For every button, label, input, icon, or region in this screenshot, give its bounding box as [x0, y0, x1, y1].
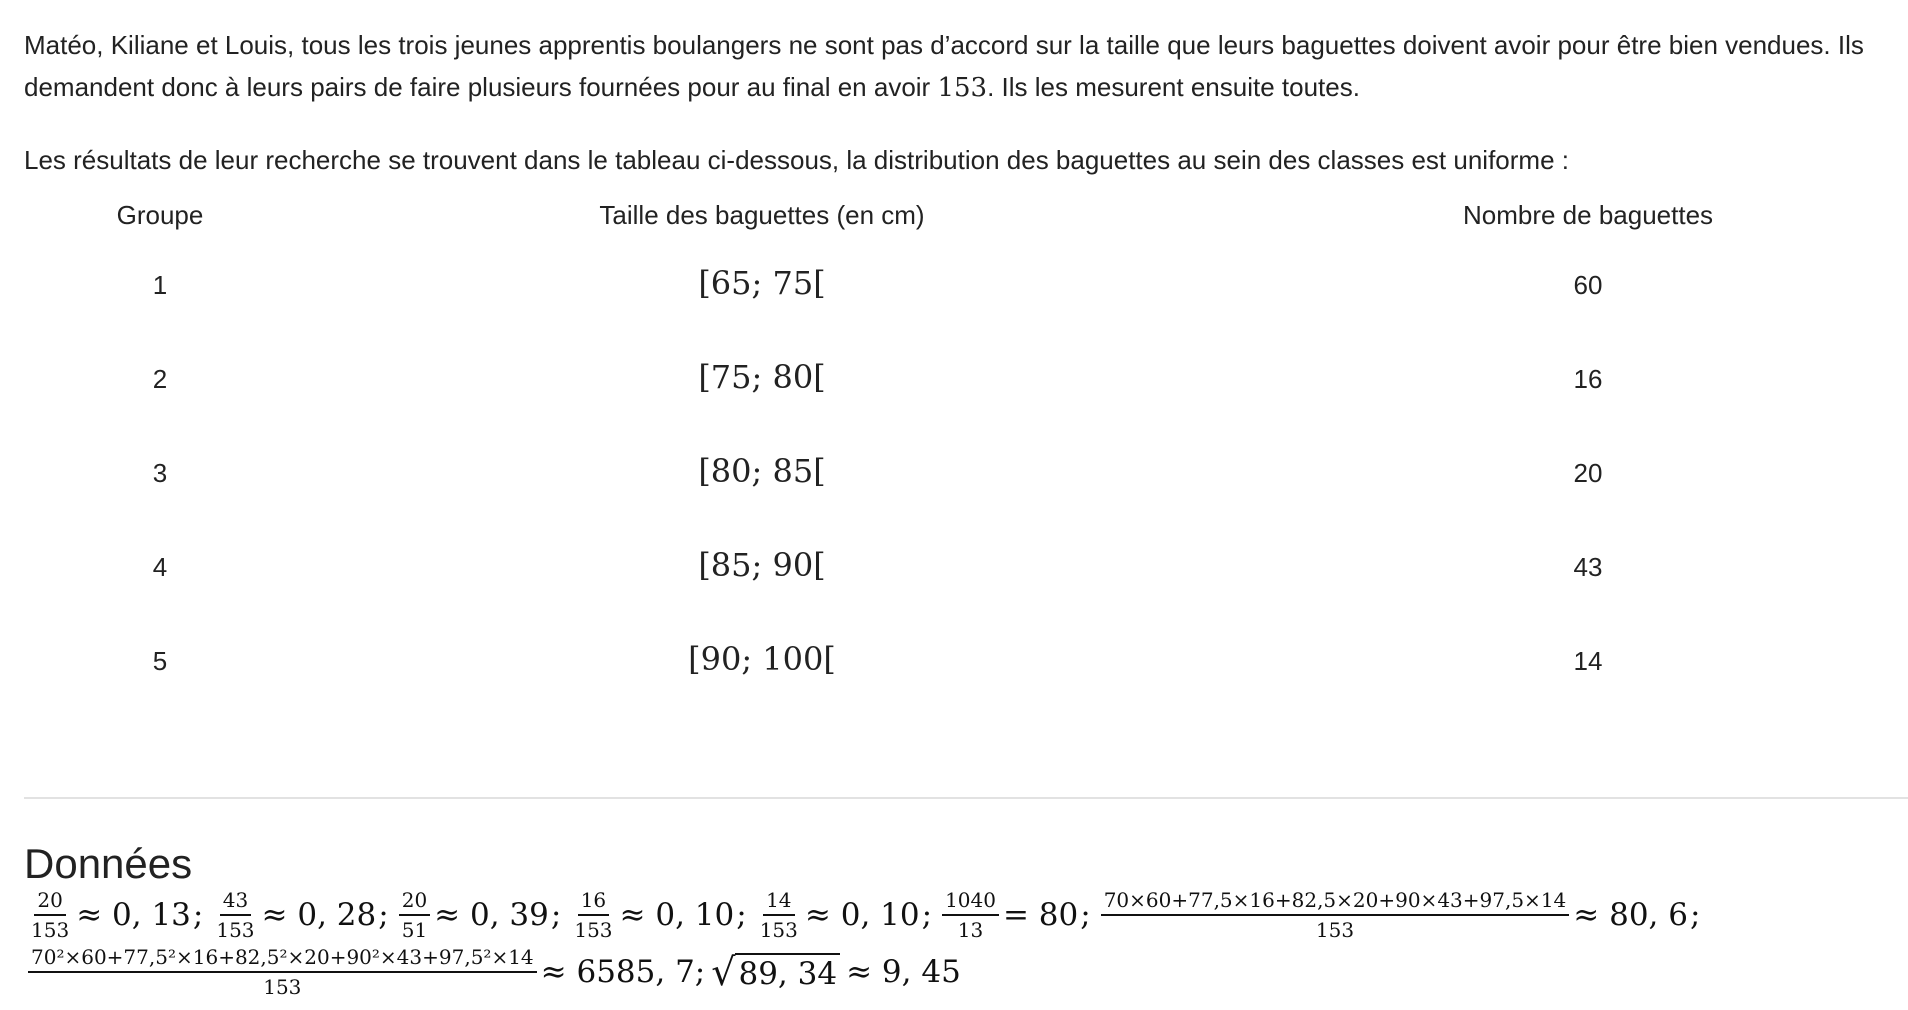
donnees-title: Données: [24, 840, 193, 887]
numerator: 20: [399, 888, 430, 916]
relation: ≈ 0, 13: [76, 897, 191, 933]
group-cell: 2: [152, 364, 168, 394]
numerator: 16: [578, 888, 609, 916]
header-taille: Taille des baguettes (en cm): [599, 200, 925, 230]
formula-line-1: [24, 888, 1706, 942]
count-cell: 43: [1573, 552, 1603, 582]
intro-paragraph-1: [24, 24, 1894, 109]
section-divider: [24, 797, 1908, 799]
size-cell: [85; 90[: [698, 546, 826, 584]
group-cell: 4: [152, 552, 168, 582]
intro-text: [24, 24, 1894, 181]
group-cell: 3: [152, 458, 168, 488]
table-row: [24, 452, 1894, 552]
table-row: [24, 640, 1894, 740]
fraction: [942, 888, 999, 942]
group-cell: 5: [152, 646, 168, 676]
relation: ≈ 0, 10: [804, 897, 920, 933]
denominator: 13: [957, 918, 984, 942]
numerator: 14: [763, 888, 794, 916]
table-row: [24, 546, 1894, 646]
denominator: 153: [759, 918, 798, 942]
numerator: 20: [34, 888, 65, 916]
denominator: 153: [263, 975, 302, 999]
fraction: [757, 888, 801, 942]
separator: ;: [192, 897, 204, 933]
denominator: 153: [216, 918, 255, 942]
denominator: 153: [31, 918, 70, 942]
separator: ;: [1080, 897, 1091, 933]
fraction: [213, 888, 257, 942]
denominator: 153: [1315, 918, 1355, 942]
fraction: [28, 945, 537, 999]
count-cell: 16: [1573, 364, 1603, 394]
fraction: [571, 888, 615, 942]
fraction: [399, 888, 430, 942]
header-nombre: Nombre de baguettes: [1462, 200, 1714, 230]
radicand: 89, 34: [735, 953, 840, 991]
denominator: 51: [401, 918, 428, 942]
table-row: [24, 264, 1894, 364]
denominator: 153: [574, 918, 613, 942]
intro-paragraph-2: Les résultats de leur recherche se trouvent dans le tableau ci-dessous, la distribution des baguettes au sein des classes est uniforme :: [24, 145, 1569, 175]
fraction: [1101, 888, 1570, 942]
separator: ;: [921, 897, 933, 933]
relation: ≈ 9, 45: [846, 954, 961, 990]
table-row: [24, 358, 1894, 458]
size-cell: [90; 100[: [688, 640, 836, 678]
count-cell: 60: [1573, 270, 1603, 300]
intro-paragraph-1-end: . Ils les mesurent ensuite toutes.: [987, 72, 1360, 102]
relation: = 80: [1002, 897, 1079, 933]
count-cell: 14: [1573, 646, 1603, 676]
size-cell: [75; 80[: [698, 358, 826, 396]
count-cell: 20: [1573, 458, 1603, 488]
size-cell: [65; 75[: [698, 264, 826, 302]
size-cell: [80; 85[: [698, 452, 826, 490]
separator: ;: [378, 897, 389, 933]
relation: ≈ 6585, 7;: [540, 954, 706, 990]
group-cell: 1: [152, 270, 168, 300]
numerator: 70²×60+77,5²×16+82,5²×20+90²×43+97,5²×14: [28, 945, 537, 973]
separator: ;: [550, 897, 562, 933]
header-groupe: Groupe: [116, 200, 204, 230]
separator: ;: [1689, 897, 1701, 933]
formula-line-2: [24, 945, 961, 999]
numerator: 70×60+77,5×16+82,5×20+90×43+97,5×14: [1101, 888, 1570, 916]
relation: ≈ 0, 39: [434, 897, 549, 933]
relation: ≈ 0, 10: [619, 897, 735, 933]
separator: ;: [736, 897, 747, 933]
intro-paragraph-1-text: Matéo, Kiliane et Louis, tous les trois jeunes apprentis boulangers ne sont pas d’accord sur la taille que leurs baguettes doivent avoir pour être bien vendues. Ils demandent donc à leurs pairs de faire plusieurs fournées pour au final en avoir: [24, 30, 1864, 102]
numerator: 43: [220, 888, 251, 916]
relation: ≈ 80, 6: [1573, 897, 1688, 933]
radical-sign-icon: √: [711, 950, 736, 994]
baguette-table: [24, 200, 1894, 740]
table-header-row: [24, 200, 1894, 248]
numerator: 1040: [942, 888, 999, 916]
fraction: [28, 888, 72, 942]
relation: ≈ 0, 28: [261, 897, 377, 933]
square-root: [711, 950, 840, 994]
total-count-number: 153: [937, 73, 988, 103]
